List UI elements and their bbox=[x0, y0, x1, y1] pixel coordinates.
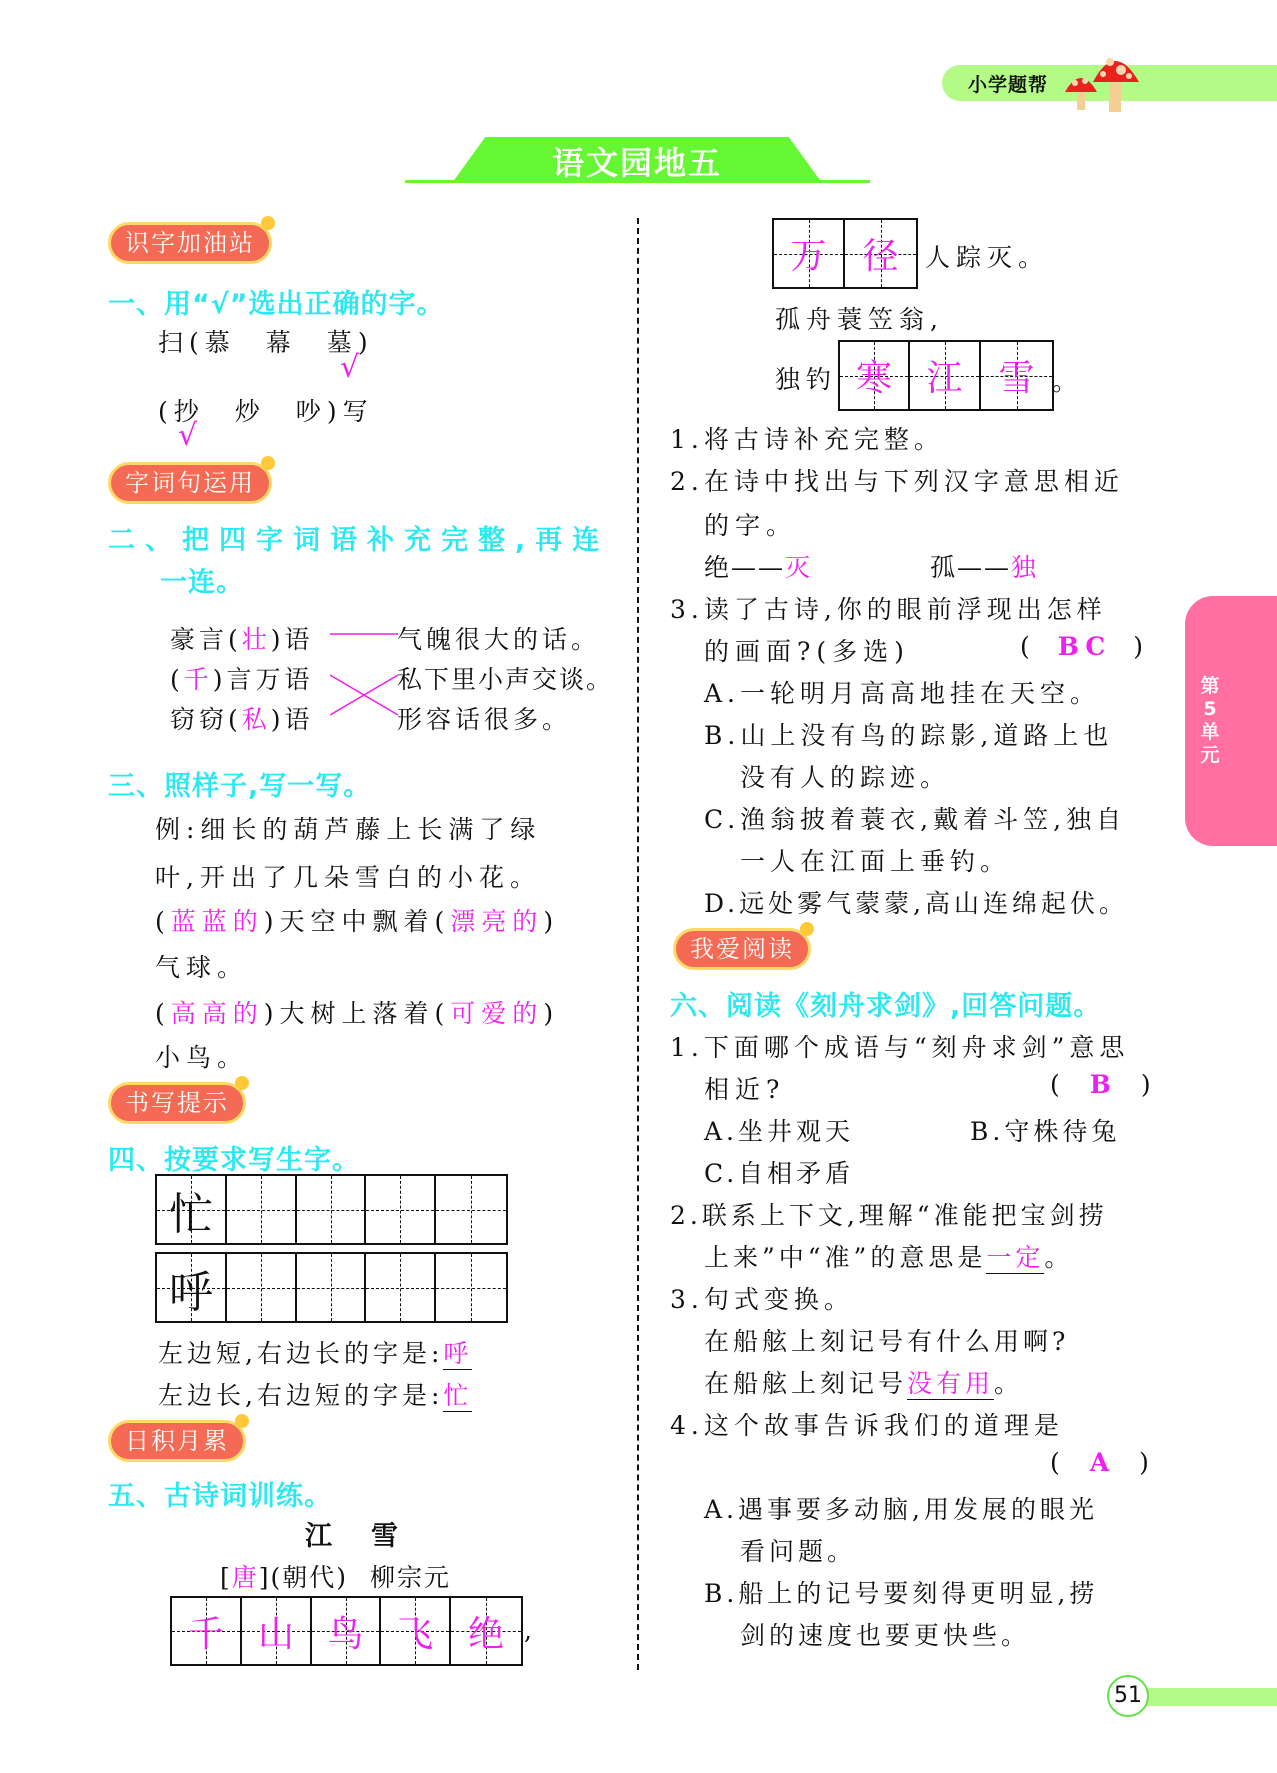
option-b-cont: 没有人的踪迹。 bbox=[740, 763, 951, 792]
idiom-left-3: 窃窃(私)语 bbox=[170, 705, 314, 734]
column-divider bbox=[637, 218, 639, 1670]
section-pill-2: 字词句运用 bbox=[108, 462, 272, 504]
poem-line-4-prefix: 独钓 bbox=[775, 365, 838, 394]
answer-bracket-r1: ( B ) bbox=[1050, 1070, 1157, 1099]
answer-line-2: (高高的)大树上落着(可爱的) bbox=[155, 999, 560, 1028]
heart-icon bbox=[235, 1414, 249, 1428]
question-5-heading: 五、古诗词训练。 bbox=[108, 1481, 332, 1512]
choice-row-2: (抄 炒 吵)写 bbox=[158, 397, 374, 426]
poem-line-4-end: 。 bbox=[1052, 367, 1084, 396]
writing-grid-2[interactable]: 呼 bbox=[155, 1252, 508, 1323]
reading-q4: 4.这个故事告诉我们的道理是 bbox=[670, 1411, 1064, 1440]
reading-q1-opt-a: A.坐井观天 bbox=[704, 1117, 855, 1146]
heart-icon bbox=[261, 456, 275, 470]
heart-icon bbox=[800, 922, 814, 936]
option-d: D.远处雾气蒙蒙,高山连绵起伏。 bbox=[704, 889, 1129, 918]
reading-q4-opt-a: A.遇事要多动脑,用发展的眼光 bbox=[704, 1495, 1098, 1524]
question-1-heading: 一、用“√”选出正确的字。 bbox=[108, 289, 445, 320]
question-3-heading: 三、照样子,写一写。 bbox=[108, 771, 372, 802]
reading-q4-opt-b: B.船上的记号要刻得更明显,捞 bbox=[704, 1579, 1099, 1608]
reading-q4-opt-b-cont: 剑的速度也要更快些。 bbox=[740, 1621, 1031, 1650]
idiom-left-1: 豪言(壮)语 bbox=[170, 625, 314, 654]
question-2-heading-cont: 一连。 bbox=[160, 567, 244, 598]
section-pill-4: 书写提示 bbox=[108, 1082, 246, 1124]
answer-line-2b: 小鸟。 bbox=[155, 1043, 249, 1072]
answer-bracket-r4: ( A ) bbox=[1050, 1448, 1155, 1477]
section-pill-6: 我爱阅读 bbox=[673, 928, 811, 970]
question-2-heading: 二、把四字词语补充完整,再连 bbox=[108, 525, 610, 556]
poem-grid-line-1: 千 山 鸟 飞 绝 bbox=[170, 1596, 523, 1666]
section-pill-5: 日积月累 bbox=[108, 1420, 246, 1462]
matching-lines bbox=[330, 630, 400, 720]
question-4-heading: 四、按要求写生字。 bbox=[108, 1145, 360, 1176]
check-mark-1: √ bbox=[340, 350, 366, 385]
unit-label: 第 5 单 元 bbox=[1200, 675, 1220, 766]
reading-q3-question: 在船舷上刻记号有什么用啊? bbox=[704, 1327, 1070, 1356]
reading-q4-opt-a-cont: 看问题。 bbox=[740, 1537, 857, 1566]
structure-line-2: 左边长,右边短的字是:忙 bbox=[158, 1381, 473, 1410]
poem-grid-line-4: 寒 江 雪 bbox=[838, 340, 1054, 411]
reading-q1-opt-b: B.守株待兔 bbox=[970, 1117, 1121, 1146]
example-line-1: 例:细长的葫芦藤上长满了绿 bbox=[155, 815, 542, 844]
poem-question-3: 3.读了古诗,你的眼前浮现出怎样 bbox=[670, 595, 1107, 624]
answer-line-1: (蓝蓝的)天空中飘着(漂亮的) bbox=[155, 907, 560, 936]
poem-question-2b: 的字。 bbox=[704, 511, 798, 540]
poem-question-3b: 的画面?(多选) bbox=[704, 637, 910, 666]
reading-q3: 3.句式变换。 bbox=[670, 1285, 854, 1314]
option-b: B.山上没有鸟的踪影,道路上也 bbox=[704, 721, 1114, 750]
mushroom-icon bbox=[1063, 48, 1143, 114]
answer-line-1b: 气球。 bbox=[155, 953, 249, 982]
poem-line-1-end: , bbox=[524, 1616, 538, 1645]
option-a: A.一轮明月高高地挂在天空。 bbox=[704, 679, 1101, 708]
poem-line-3: 孤舟蓑笠翁, bbox=[775, 305, 944, 334]
brand-name: 小学题帮 bbox=[968, 74, 1049, 96]
synonym-pair-2: 孤——独 bbox=[930, 553, 1039, 582]
poem-title: 江 雪 bbox=[305, 1521, 404, 1552]
poem-line-2-end: 人踪灭。 bbox=[925, 243, 1050, 272]
option-c-cont: 一人在江面上垂钓。 bbox=[740, 847, 1011, 876]
poem-author-line: [唐](朝代) 柳宗元 bbox=[220, 1563, 452, 1592]
check-mark-2: √ bbox=[178, 418, 204, 453]
option-c: C.渔翁披着蓑衣,戴着斗笠,独自 bbox=[704, 805, 1127, 834]
meaning-right-3: 形容话很多。 bbox=[397, 705, 572, 734]
answer-bracket-3: ( BC ) bbox=[1020, 632, 1150, 661]
heart-icon bbox=[235, 1076, 249, 1090]
page-number: 51 bbox=[1107, 1675, 1149, 1717]
poem-question-2: 2.在诗中找出与下列汉字意思相近 bbox=[670, 467, 1124, 496]
question-6-heading: 六、阅读《刻舟求剑》,回答问题。 bbox=[670, 991, 1102, 1022]
structure-line-1: 左边短,右边长的字是:呼 bbox=[158, 1339, 473, 1368]
page-number-bar bbox=[1128, 1688, 1277, 1706]
writing-grid-1[interactable]: 忙 bbox=[155, 1174, 508, 1245]
synonym-pair-1: 绝——灭 bbox=[704, 553, 813, 582]
reading-q2b: 上来”中“准”的意思是一定。 bbox=[704, 1243, 1074, 1272]
poem-grid-line-2: 万 径 bbox=[772, 218, 918, 289]
meaning-right-1: 气魄很大的话。 bbox=[397, 625, 601, 654]
reading-q1b: 相近? bbox=[704, 1075, 786, 1104]
example-line-2: 叶,开出了几朵雪白的小花。 bbox=[155, 863, 541, 892]
choice-row-1: 扫(慕 幕 墓) bbox=[158, 328, 374, 357]
meaning-right-2: 私下里小声交谈。 bbox=[397, 665, 614, 694]
heart-icon bbox=[261, 216, 275, 230]
reading-q1: 1.下面哪个成语与“刻舟求剑”意思 bbox=[670, 1033, 1130, 1062]
page-title: 语文园地五 bbox=[551, 144, 722, 182]
section-pill-1: 识字加油站 bbox=[108, 222, 272, 264]
reading-q3-answer: 在船舷上刻记号没有用。 bbox=[704, 1369, 1024, 1398]
reading-q2: 2.联系上下文,理解“准能把宝剑捞 bbox=[670, 1201, 1108, 1230]
reading-q1-opt-c: C.自相矛盾 bbox=[704, 1159, 855, 1188]
poem-question-1: 1.将古诗补充完整。 bbox=[670, 425, 944, 454]
idiom-left-2: (千)言万语 bbox=[170, 665, 314, 694]
